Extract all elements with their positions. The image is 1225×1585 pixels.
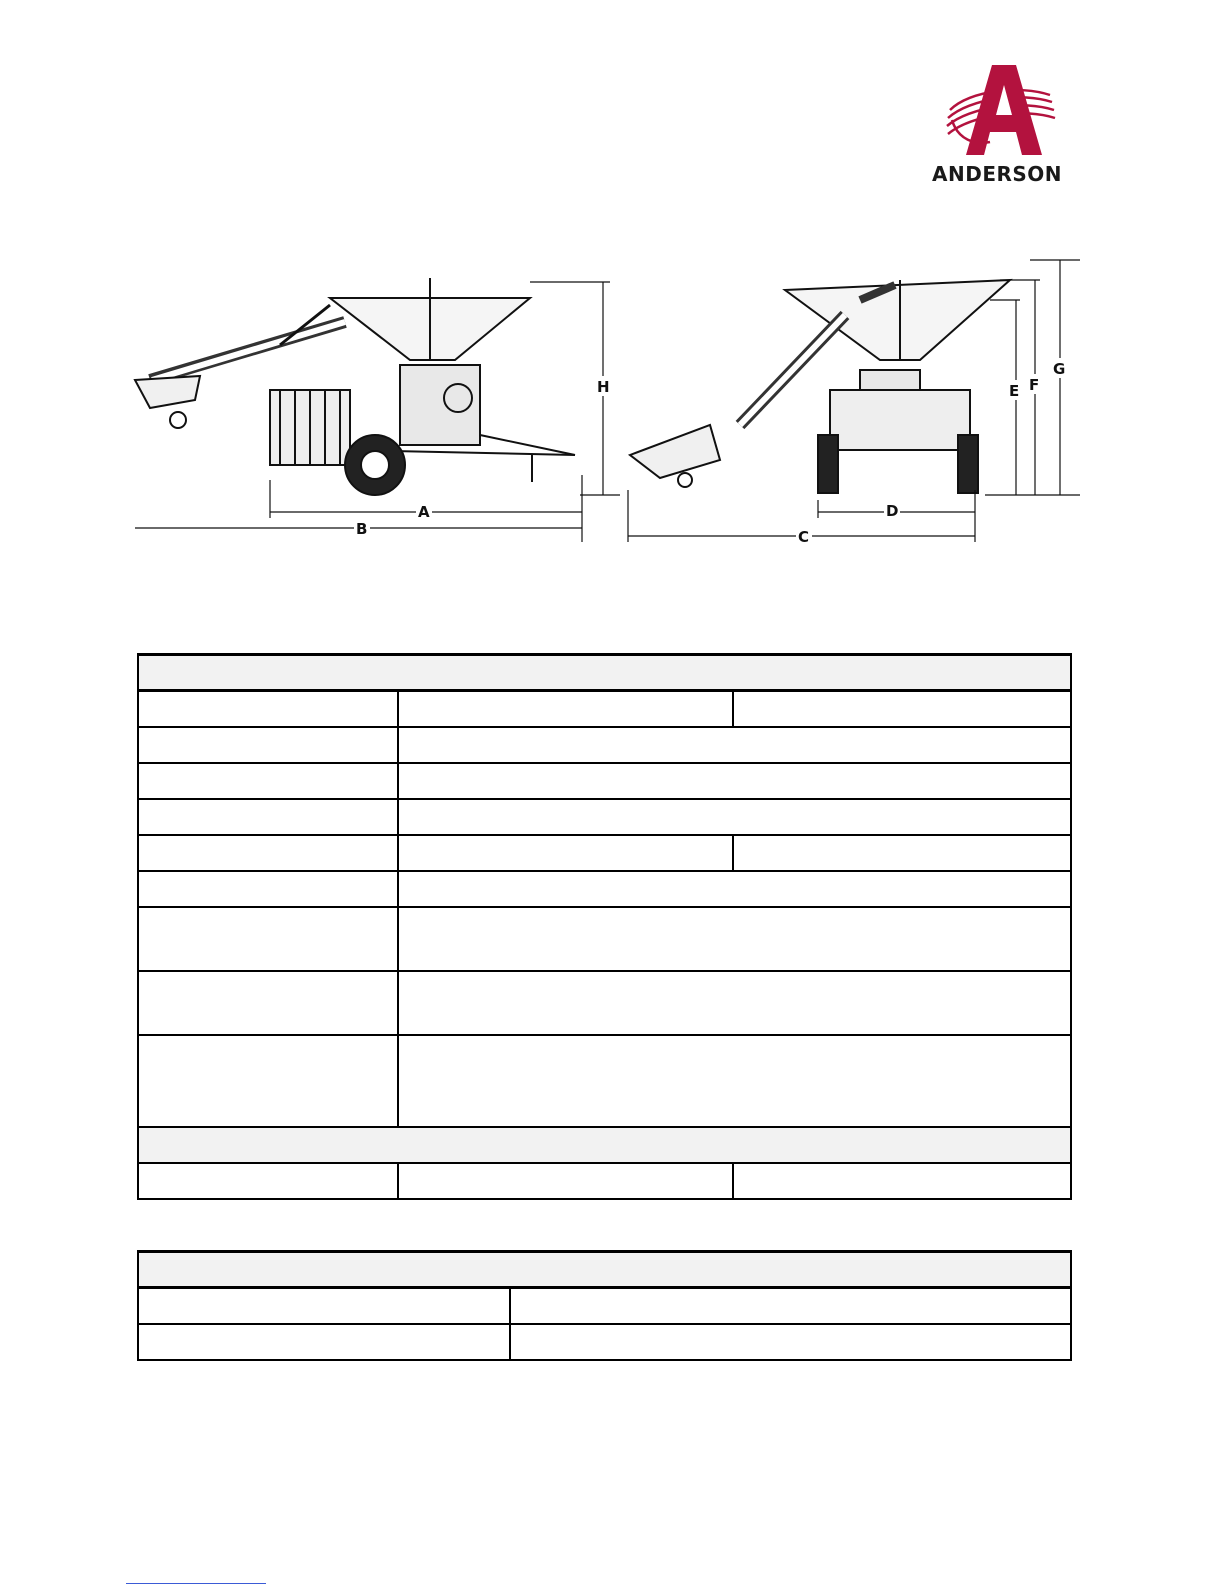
table-subheader-row bbox=[138, 1127, 1071, 1163]
table-row bbox=[138, 691, 1071, 727]
table-header-row bbox=[138, 655, 1071, 691]
table-row bbox=[138, 1035, 1071, 1127]
table-row bbox=[138, 1324, 1071, 1360]
dim-label-a: A bbox=[418, 503, 430, 521]
table-header-row bbox=[138, 1252, 1071, 1288]
footer-link-underline[interactable] bbox=[126, 1583, 266, 1584]
table-row bbox=[138, 763, 1071, 799]
table-row bbox=[138, 971, 1071, 1035]
front-view-drawing bbox=[630, 280, 1010, 493]
specifications-table bbox=[137, 653, 1072, 1200]
dim-label-f: F bbox=[1029, 376, 1040, 394]
table-row bbox=[138, 871, 1071, 907]
dim-label-b: B bbox=[356, 520, 368, 538]
dim-label-d: D bbox=[886, 502, 899, 520]
table-row bbox=[138, 835, 1071, 871]
machine-dimension-drawings bbox=[120, 250, 1100, 550]
dim-label-e: E bbox=[1009, 382, 1020, 400]
table-row bbox=[138, 907, 1071, 971]
table-row bbox=[138, 1163, 1071, 1199]
dim-label-g: G bbox=[1053, 360, 1066, 378]
table-row bbox=[138, 799, 1071, 835]
dim-label-h: H bbox=[597, 378, 610, 396]
side-view-drawing bbox=[135, 278, 575, 495]
table-row bbox=[138, 727, 1071, 763]
dim-label-c: C bbox=[798, 528, 810, 546]
table-row bbox=[138, 1288, 1071, 1324]
options-table bbox=[137, 1250, 1072, 1361]
brand-name: ANDERSON bbox=[932, 162, 1063, 186]
